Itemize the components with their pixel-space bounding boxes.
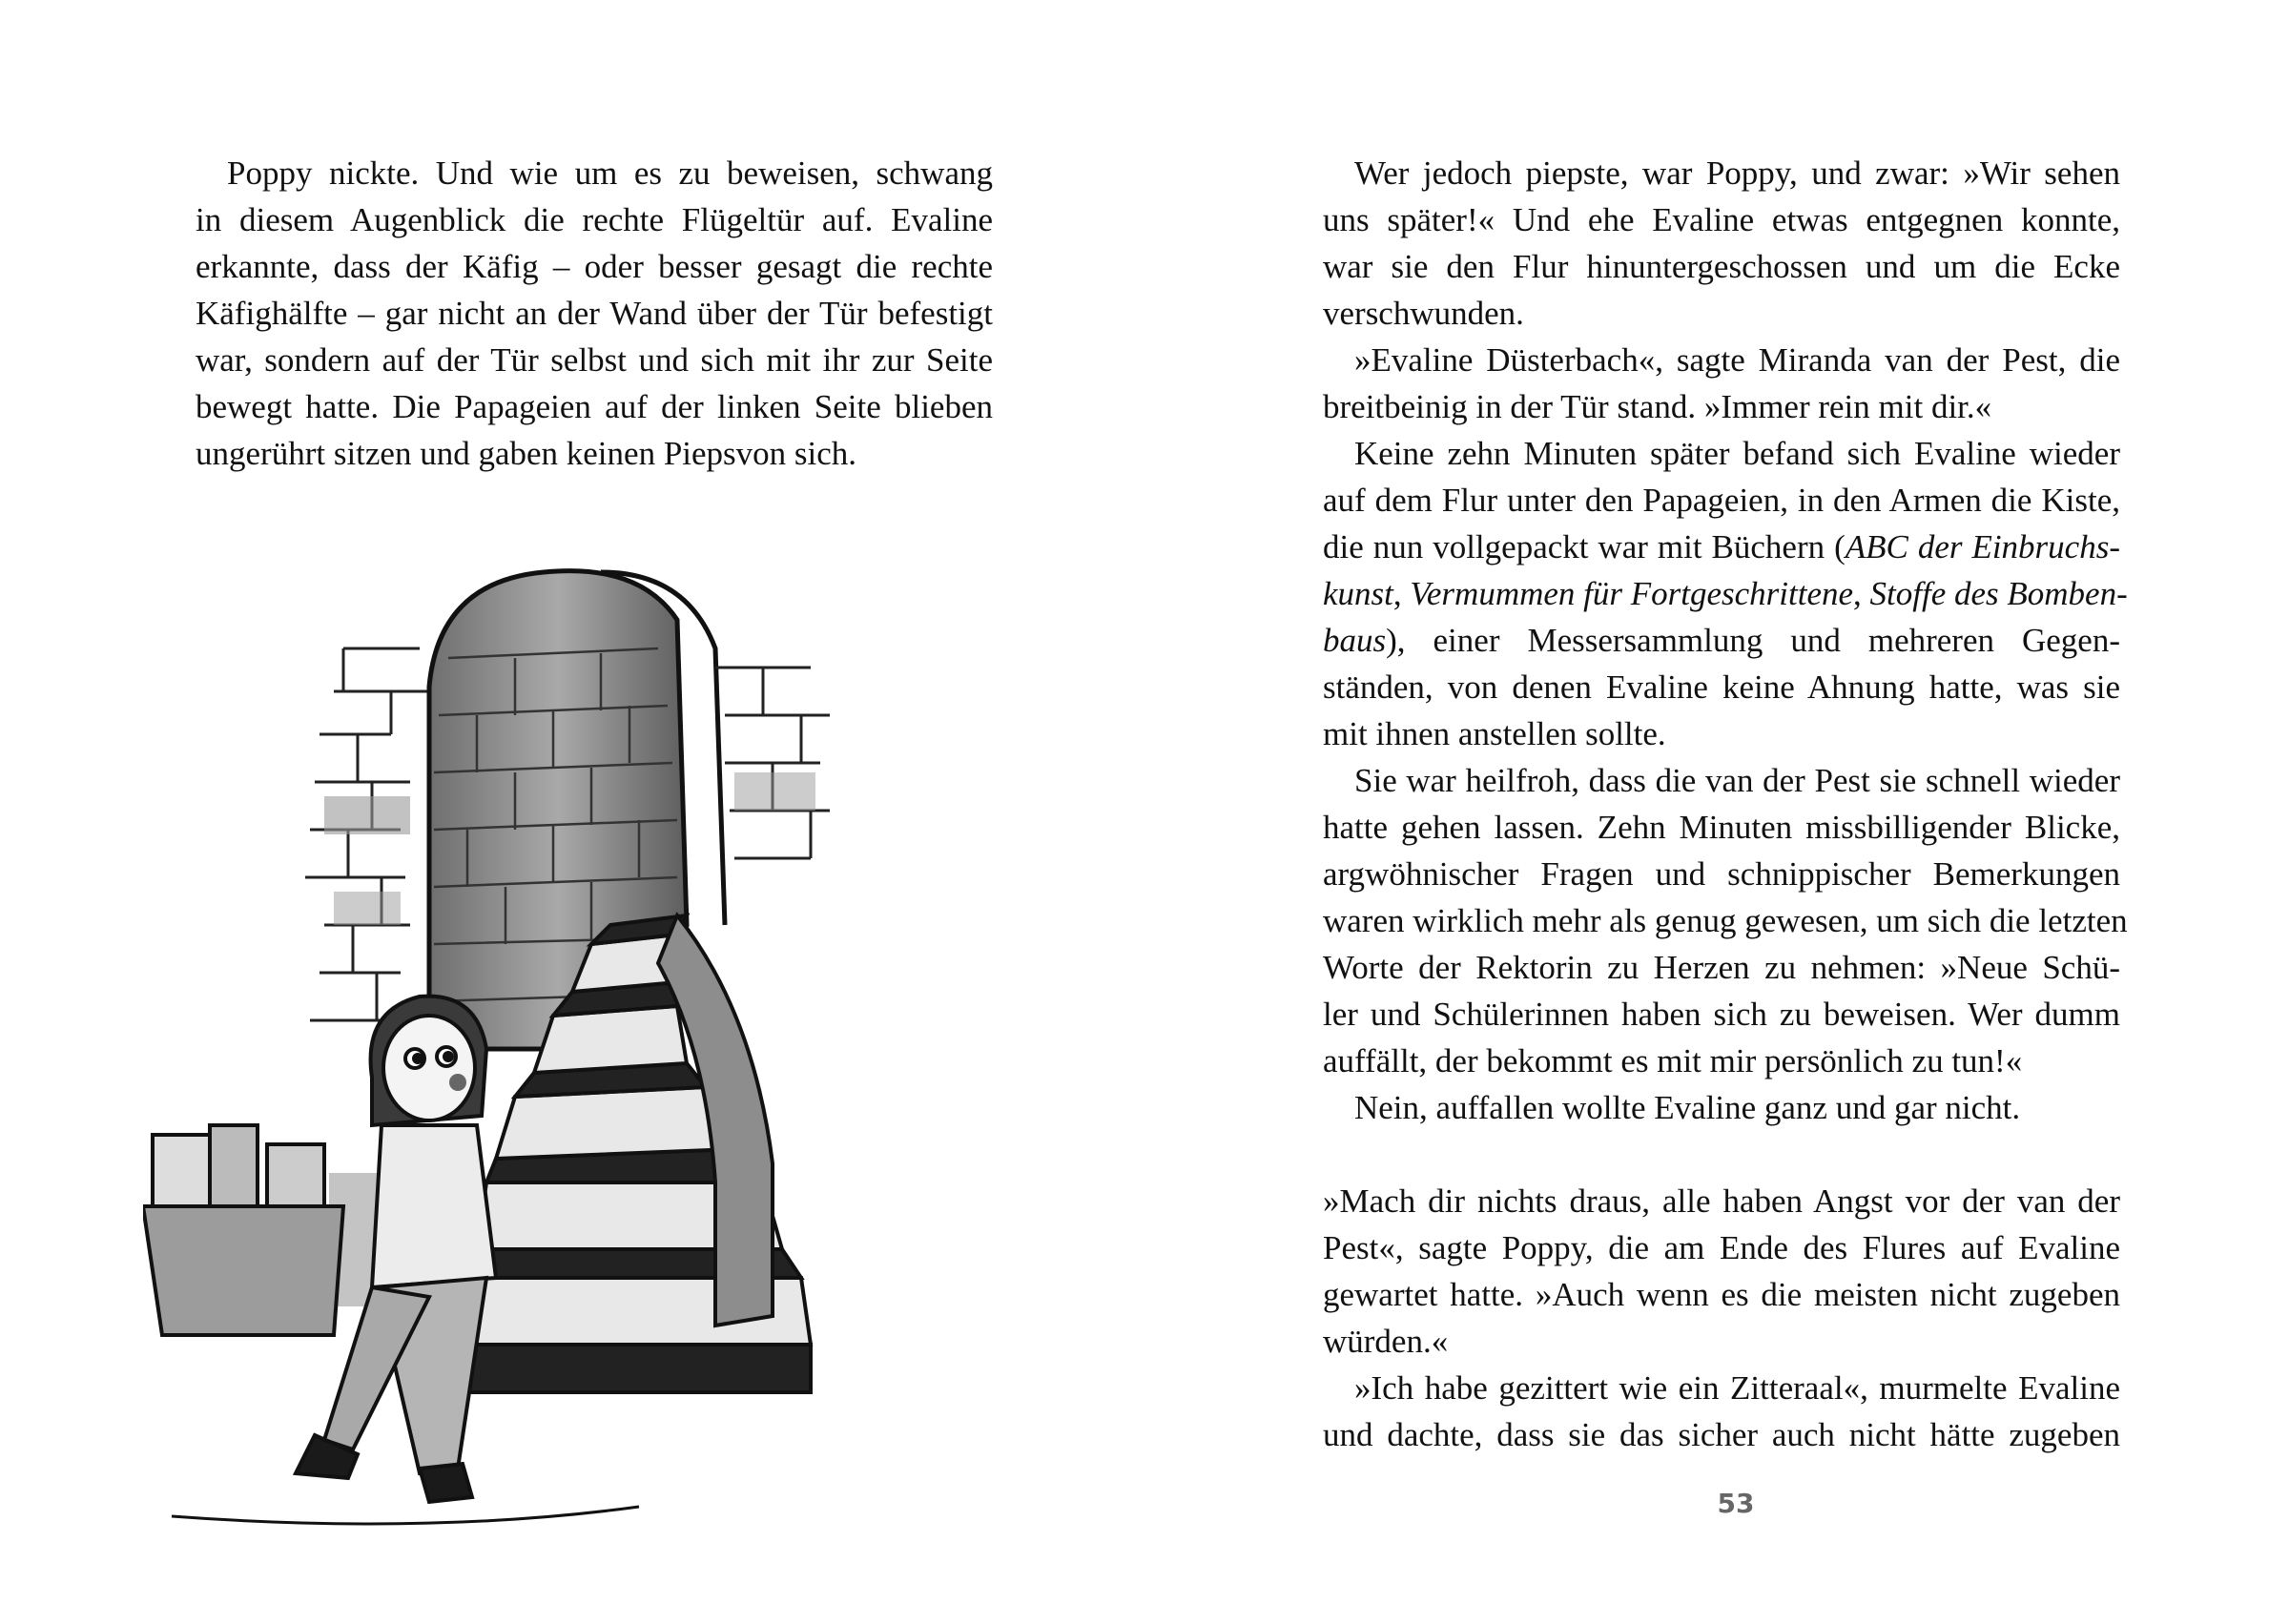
text-line: Poppy nickte. Und wie um es zu beweisen, schwang	[227, 154, 993, 192]
right-text-block	[1323, 150, 2128, 1458]
text-line: und dachte, dass sie das sicher auch nicht hätte zugeben	[1323, 1416, 2120, 1453]
text-line: »Ich habe gezittert wie ein Zitteraal«, murmelte Evaline	[1354, 1369, 2120, 1407]
text-line: Wer jedoch piepste, war Poppy, und zwar: »Wir sehen	[1354, 154, 2120, 192]
text-line: waren wirklich mehr als genug gewesen, um sich die letzten	[1323, 902, 2128, 939]
left-text-block	[196, 150, 993, 477]
book-box	[143, 1125, 343, 1335]
book-title-italic: Stoffe des Bomben-	[1869, 575, 2128, 612]
text-line: hatte gehen lassen. Zehn Minuten missbilligender Blicke,	[1323, 809, 2120, 846]
book-title-italic: Vermummen für Fortgeschrittene	[1410, 575, 1854, 612]
staircase-illustration	[143, 515, 906, 1564]
text-line: würden.«	[1323, 1323, 1449, 1360]
text-line: ler und Schülerinnen haben sich zu beweisen. Wer dumm	[1323, 996, 2120, 1033]
text-line: argwöhnischer Fragen und schnippischer Bemerkungen	[1323, 855, 2120, 893]
text-line: verschwunden.	[1323, 295, 1524, 332]
brick-wall-right	[715, 668, 830, 858]
text-line: »Evaline Düsterbach«, sagte Miranda van der Pest, die	[1354, 341, 2120, 379]
text-line: war sie den Flur hinuntergeschossen und um die Ecke	[1323, 248, 2120, 285]
text-segment: die nun vollgepackt war mit Büchern (	[1323, 528, 1846, 565]
text-line: Käfighälfte – gar nicht an der Wand über der Tür befestigt	[196, 295, 993, 332]
text-line: »Mach dir nichts draus, alle haben Angst vor der van der	[1323, 1182, 2120, 1220]
text-segment: ,	[1853, 575, 1870, 612]
text-line: Sie war heilfroh, dass die van der Pest sie schnell wieder	[1354, 762, 2120, 799]
text-line: breitbeinig in der Tür stand. »Immer rein mit dir.«	[1323, 388, 1992, 425]
text-segment: ,	[1392, 575, 1411, 612]
page-number: 53	[1717, 1488, 1755, 1519]
section-break	[1323, 1131, 2120, 1178]
text-line: gewartet hatte. »Auch wenn es die meisten nicht zugeben	[1323, 1276, 2120, 1313]
text-line: in diesem Augenblick die rechte Flügeltür auf. Evaline	[196, 201, 993, 238]
text-line: ständen, von denen Evaline keine Ahnung hatte, was sie	[1323, 668, 2120, 706]
floor-shadow	[172, 1507, 639, 1524]
left-page	[0, 0, 1144, 1624]
text-line: Keine zehn Minuten später befand sich Evaline wieder	[1354, 435, 2120, 472]
text-line: erkannte, dass der Käfig – oder besser gesagt die rechte	[196, 248, 993, 285]
text-line	[1323, 524, 2120, 570]
text-line	[1323, 617, 2120, 664]
text-line: Worte der Rektorin zu Herzen zu nehmen: »Neue Schü-	[1323, 949, 2120, 986]
right-page	[1144, 0, 2289, 1624]
text-line: Pest«, sagte Poppy, die am Ende des Flures auf Evaline	[1323, 1229, 2120, 1266]
text-line: mit ihnen anstellen sollte.	[1323, 715, 1666, 752]
book-title-italic: baus	[1323, 622, 1387, 659]
text-line: ungerührt sitzen und gaben keinen Piepsvon sich.	[196, 435, 857, 472]
text-line	[1323, 570, 2128, 617]
book-title-italic: kunst	[1323, 575, 1393, 612]
text-line: Nein, auffallen wollte Evaline ganz und gar nicht.	[1354, 1089, 2021, 1126]
text-line: war, sondern auf der Tür selbst und sich mit ihr zur Seite	[196, 341, 993, 379]
text-segment: ), einer Messersammlung und mehreren Gegen-	[1386, 622, 2120, 659]
text-line: uns später!« Und ehe Evaline etwas entgegnen konnte,	[1323, 201, 2120, 238]
text-line: auf dem Flur unter den Papageien, in den Armen die Kiste,	[1323, 482, 2120, 519]
book-title-italic: ABC der Einbruchs-	[1845, 528, 2120, 565]
text-line: auffällt, der bekommt es mit mir persönlich zu tun!«	[1323, 1042, 2023, 1079]
text-line: bewegt hatte. Die Papageien auf der linken Seite blieben	[196, 388, 993, 425]
